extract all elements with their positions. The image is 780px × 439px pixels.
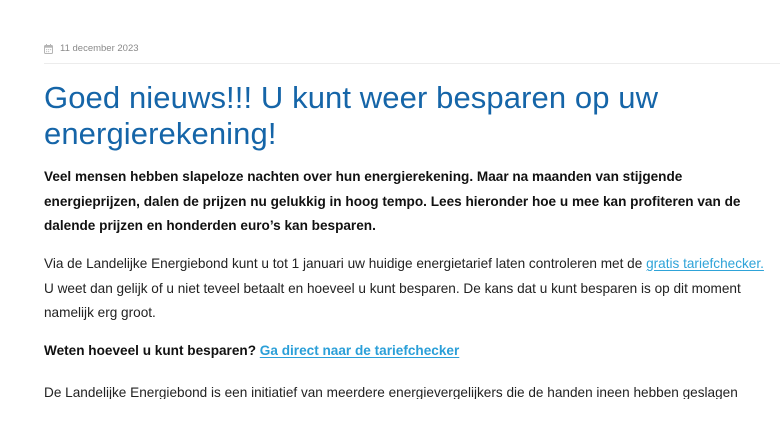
gratis-tariefchecker-link[interactable]: gratis tariefchecker. xyxy=(646,256,764,271)
calendar-icon xyxy=(44,44,53,54)
post-meta xyxy=(44,43,139,54)
article-intro: Veel mensen hebben slapeloze nachten over hun energierekening. Maar na maanden van stijgende energieprijzen, dalen de prijzen nu gelukkig in hoog tempo. Lees hieronder hoe u mee kan profiteren van de dalende prijzen en honderden euro’s kan besparen. xyxy=(44,169,741,233)
paragraph-cta xyxy=(44,339,768,364)
divider xyxy=(44,63,780,64)
cta-text: Weten hoeveel u kunt besparen? xyxy=(44,343,260,358)
post-date: 11 december 2023 xyxy=(60,43,139,54)
paragraph-about: De Landelijke Energiebond is een initiatief van meerdere energievergelijkers die de handen ineen hebben geslagen xyxy=(44,385,738,399)
paragraph-text: Via de Landelijke Energiebond kunt u tot 1 januari uw huidige energietarief laten controleren met de xyxy=(44,256,647,271)
ga-direct-link[interactable]: Ga direct naar de tariefchecker xyxy=(259,343,460,358)
paragraph-text: U weet dan gelijk of u niet teveel betaalt en hoeveel u kunt besparen. De kans dat u kunt besparen is op dit moment namelijk erg groot. xyxy=(44,280,741,320)
paragraph-tariefchecker xyxy=(44,252,768,326)
article-title: Goed nieuws!!! U kunt weer besparen op uw energierekening! xyxy=(44,80,659,151)
